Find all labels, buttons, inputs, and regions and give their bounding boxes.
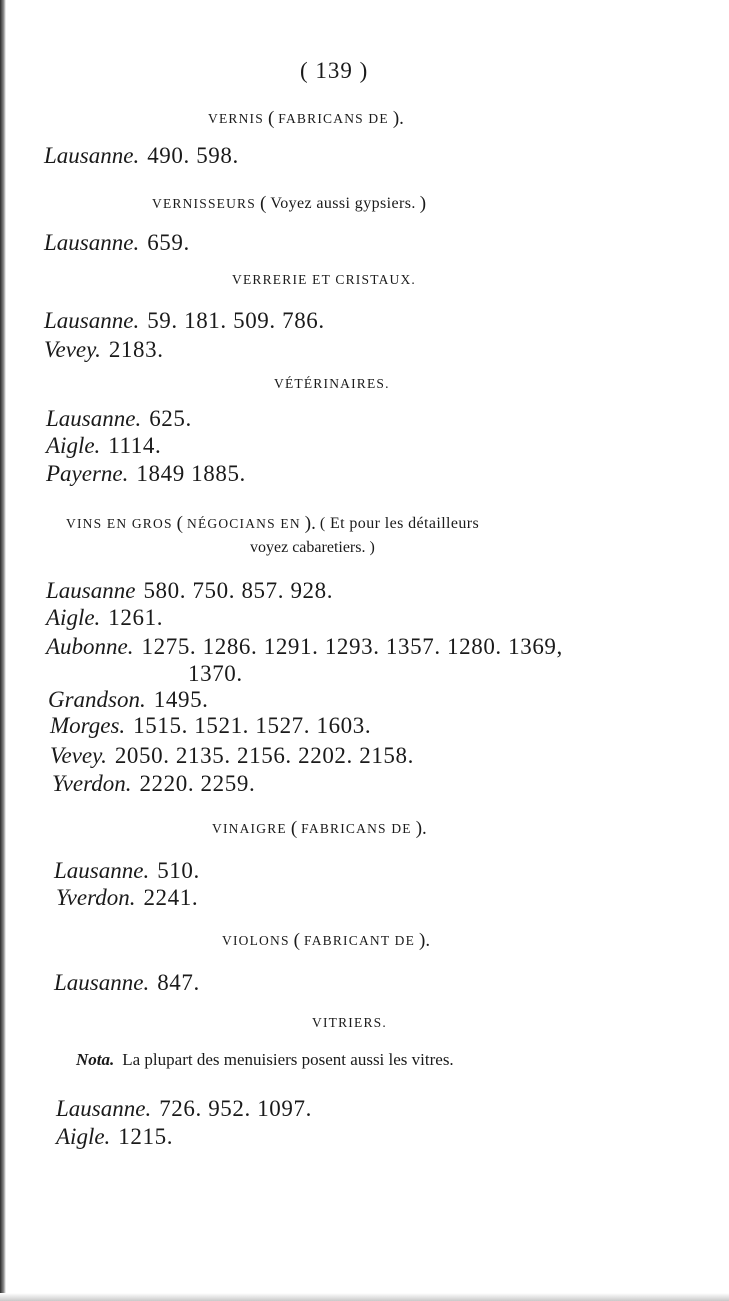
- entry-numbers: 726. 952. 1097.: [159, 1096, 312, 1121]
- entry-place: Morges.: [50, 713, 126, 738]
- list-item: [56, 885, 198, 911]
- entry-place: Lausanne.: [54, 858, 150, 883]
- heading-extra-text: ( Et pour les détailleurs: [319, 515, 480, 532]
- list-item: [46, 406, 192, 432]
- entry-place: Lausanne.: [44, 143, 140, 168]
- section-heading-veterinaires: [274, 376, 390, 392]
- entry-numbers: 2241.: [143, 885, 199, 910]
- entry-numbers: 1275. 1286. 1291. 1293. 1357. 1280. 1369,: [141, 634, 563, 659]
- note-text: La plupart des menuisiers posent aussi les vitres.: [122, 1050, 454, 1069]
- list-item: [46, 634, 563, 660]
- list-item: [54, 970, 200, 996]
- page-edge-shadow: [0, 0, 6, 1301]
- list-item: [44, 308, 325, 334]
- heading-text: VERNISSEURS: [152, 196, 256, 211]
- entry-numbers: 625.: [149, 406, 192, 431]
- list-item: [44, 143, 239, 169]
- entry-place: Yverdon.: [52, 771, 132, 796]
- heading-paren-text: Voyez aussi gypsiers.: [270, 195, 416, 212]
- heading-text: VITRIERS.: [312, 1015, 387, 1030]
- entry-numbers: 2183.: [108, 337, 164, 362]
- section-heading-vins-en-gros: VINS EN GROS ( NÉGOCIANS EN ). ( Et pour les détailleurs: [66, 513, 480, 534]
- list-item: [52, 771, 255, 797]
- entry-place: Lausanne.: [44, 230, 140, 255]
- list-item: [56, 1096, 312, 1122]
- section-heading-vitriers: [312, 1015, 387, 1031]
- list-item: [50, 713, 371, 739]
- list-item: [44, 337, 164, 363]
- heading-paren-text: FABRICANT DE: [303, 933, 416, 948]
- note-label: Nota.: [76, 1050, 115, 1069]
- list-item: [50, 743, 414, 769]
- heading-text: VINAIGRE: [212, 821, 287, 836]
- entry-numbers: 1261.: [108, 605, 164, 630]
- entry-numbers: 2050. 2135. 2156. 2202. 2158.: [114, 743, 414, 768]
- entry-numbers: 510.: [157, 858, 200, 883]
- entry-numbers: 659.: [147, 230, 190, 255]
- list-item: [46, 578, 333, 604]
- entry-numbers: 1515. 1521. 1527. 1603.: [133, 713, 372, 738]
- entry-numbers: 1849 1885.: [136, 461, 246, 486]
- list-item: [46, 461, 246, 487]
- list-item: [46, 433, 161, 459]
- entry-place: Payerne.: [46, 461, 129, 486]
- entry-place: Lausanne.: [54, 970, 150, 995]
- entry-place: Grandson.: [48, 687, 146, 712]
- entry-continuation: 1370.: [188, 661, 243, 686]
- heading-text: VIOLONS: [222, 933, 290, 948]
- section-heading-vinaigre: VINAIGRE ( FABRICANS DE ).: [212, 818, 427, 839]
- list-item: [54, 858, 200, 884]
- entry-numbers: 1114.: [108, 433, 162, 458]
- section-heading-vernis: VERNIS ( FABRICANS DE ).: [208, 108, 404, 129]
- entry-numbers: 1215.: [118, 1124, 174, 1149]
- entry-place: Aubonne.: [46, 634, 134, 659]
- heading-text: VERNIS: [208, 111, 264, 126]
- heading-paren-text: FABRICANS DE: [301, 821, 412, 836]
- entry-place: Aigle.: [56, 1124, 111, 1149]
- heading-text: VINS EN GROS: [66, 516, 173, 531]
- entry-place: Aigle.: [46, 605, 101, 630]
- entry-numbers: 2220. 2259.: [139, 771, 256, 796]
- entry-numbers: 490. 598.: [147, 143, 239, 168]
- entry-place: Aigle.: [46, 433, 101, 458]
- heading-paren-text: NÉGOCIANS EN: [187, 516, 301, 531]
- entry-numbers: 847.: [157, 970, 200, 995]
- section-heading-vernisseurs: VERNISSEURS ( Voyez aussi gypsiers. ): [152, 193, 427, 214]
- page-bottom-edge: [0, 1293, 729, 1301]
- entry-place: Lausanne.: [44, 308, 140, 333]
- entry-place: Vevey.: [50, 743, 107, 768]
- list-item: [44, 230, 190, 256]
- entry-place: Lausanne: [46, 578, 136, 603]
- page-number: ( 139 ): [300, 58, 369, 83]
- list-item: [56, 1124, 173, 1150]
- entry-numbers: 59. 181. 509. 786.: [147, 308, 325, 333]
- heading-paren-text: FABRICANS DE: [278, 111, 389, 126]
- heading-text: VERRERIE ET CRISTAUX.: [232, 272, 416, 287]
- entry-place: Lausanne.: [46, 406, 142, 431]
- entry-place: Lausanne.: [56, 1096, 152, 1121]
- entry-place: Vevey.: [44, 337, 101, 362]
- entry-numbers: 580. 750. 857. 928.: [143, 578, 334, 603]
- list-item: [48, 687, 209, 713]
- list-item: [46, 605, 163, 631]
- section-note: [76, 1050, 454, 1070]
- entry-numbers: 1495.: [153, 687, 209, 712]
- section-heading-verrerie: [232, 272, 416, 288]
- section-heading-violons: VIOLONS ( FABRICANT DE ).: [222, 930, 431, 951]
- entry-place: Yverdon.: [56, 885, 136, 910]
- section-heading-line2: voyez cabaretiers. ): [250, 539, 375, 556]
- heading-text: VÉTÉRINAIRES.: [274, 376, 390, 391]
